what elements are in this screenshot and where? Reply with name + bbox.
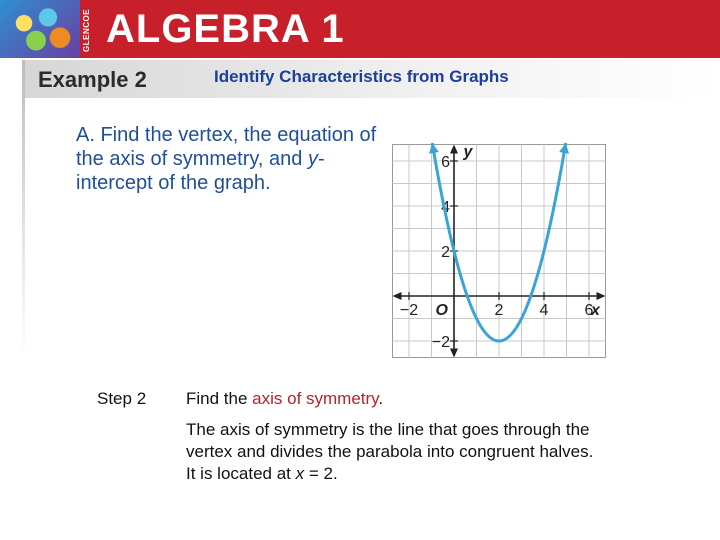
step-text [186, 389, 383, 409]
step-text-suffix: . [378, 389, 384, 408]
step-highlight: axis of symmetry [252, 389, 379, 408]
y-tick-label: −2 [431, 334, 450, 351]
y-tick-label: 6 [441, 154, 450, 171]
step-text-prefix: Find the [186, 389, 253, 408]
title-banner [0, 0, 720, 58]
step-label: Step 2 [97, 389, 147, 408]
left-divider [22, 60, 25, 360]
y-axis-label: y [463, 143, 473, 161]
question-suffix: -intercept of the graph. [76, 148, 325, 194]
question-italic: y [307, 148, 318, 170]
question-text [76, 123, 386, 195]
book-logo-icon [0, 0, 80, 58]
course-title: ALGEBRA 1 [106, 7, 345, 51]
example-title: Identify Characteristics from Graphs [214, 67, 509, 86]
explanation-prefix: The axis of symmetry is the line that goes through the vertex and divides the parabola into congruent halves. It is located at [186, 420, 594, 483]
x-tick-label: 2 [494, 302, 504, 319]
question-prefix: A. Find the vertex, the equation of the axis of symmetry, and [76, 124, 377, 170]
x-tick-label: 4 [539, 302, 549, 319]
x-axis-label: x [591, 302, 600, 319]
explanation-suffix: = 2. [304, 464, 338, 483]
origin-label: O [435, 302, 448, 319]
explanation-var: x [295, 464, 305, 483]
x-tick-label: −2 [399, 302, 419, 319]
publisher-logo: GLENCOE [82, 8, 91, 52]
x-tick-label: 6 [584, 302, 594, 319]
y-tick-label: 4 [441, 199, 450, 216]
explanation-text [186, 419, 606, 485]
y-tick-label: 2 [441, 244, 450, 261]
graph-grid [393, 145, 606, 358]
example-label: Example 2 [38, 67, 147, 92]
parabola-graph [392, 122, 632, 358]
